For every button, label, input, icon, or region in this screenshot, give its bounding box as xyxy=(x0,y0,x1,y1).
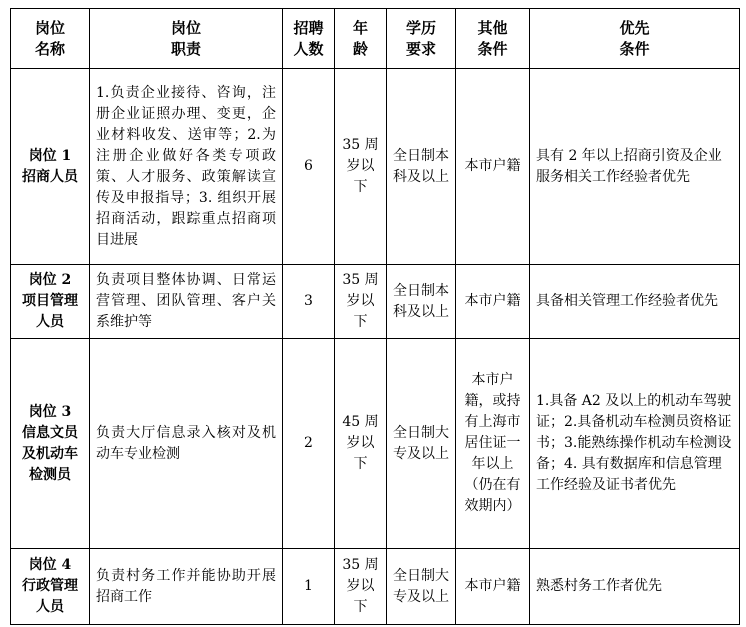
priority-cell: 熟悉村务工作者优先 xyxy=(530,549,740,625)
table-row xyxy=(11,69,740,265)
age-cell: 35 周岁以下 xyxy=(335,265,387,339)
header-row xyxy=(11,9,740,69)
header-age: 年 龄 xyxy=(335,9,387,69)
education-cell: 全日制本科及以上 xyxy=(387,69,456,265)
count-cell: 3 xyxy=(283,265,335,339)
count-cell: 1 xyxy=(283,549,335,625)
table-row xyxy=(11,549,740,625)
duties-cell: 负责村务工作并能协助开展招商工作 xyxy=(90,549,283,625)
count-cell: 2 xyxy=(283,339,335,549)
position-cell: 岗位 4 行政管理 人员 xyxy=(11,549,90,625)
other-cell: 本市户籍 xyxy=(456,549,530,625)
position-cell: 岗位 2 项目管理 人员 xyxy=(11,265,90,339)
age-cell: 45 周岁以下 xyxy=(335,339,387,549)
duties-cell: 负责大厅信息录入核对及机动车专业检测 xyxy=(90,339,283,549)
priority-cell: 1.具备 A2 及以上的机动车驾驶证；2.具备机动车检测员资格证书；3.能熟练操作机动车检测设备；4. 具有数据库和信息管理工作经验及证书者优先 xyxy=(530,339,740,549)
other-cell: 本市户籍 xyxy=(456,69,530,265)
table-row xyxy=(11,339,740,549)
duties-cell: 1.负责企业接待、咨询，注册企业证照办理、变更，企业材料收发、送审等；2.为注册企业做好各类专项政策、人才服务、政策解读宣传及申报指导；3. 组织开展招商活动，跟踪重点招商项目进展 xyxy=(90,69,283,265)
priority-cell: 具备相关管理工作经验者优先 xyxy=(530,265,740,339)
position-cell: 岗位 3 信息文员 及机动车 检测员 xyxy=(11,339,90,549)
recruitment-table xyxy=(10,8,740,625)
other-cell: 本市户籍，或持有上海市居住证一年以上（仍在有效期内） xyxy=(456,339,530,549)
header-other: 其他 条件 xyxy=(456,9,530,69)
count-cell: 6 xyxy=(283,69,335,265)
header-priority: 优先 条件 xyxy=(530,9,740,69)
other-cell: 本市户籍 xyxy=(456,265,530,339)
header-count: 招聘 人数 xyxy=(283,9,335,69)
age-cell: 35 周岁以下 xyxy=(335,69,387,265)
header-duties: 岗位 职责 xyxy=(90,9,283,69)
header-position: 岗位 名称 xyxy=(11,9,90,69)
duties-cell: 负责项目整体协调、日常运营管理、团队管理、客户关系维护等 xyxy=(90,265,283,339)
priority-cell: 具有 2 年以上招商引资及企业服务相关工作经验者优先 xyxy=(530,69,740,265)
position-cell: 岗位 1 招商人员 xyxy=(11,69,90,265)
table-row xyxy=(11,265,740,339)
age-cell: 35 周岁以下 xyxy=(335,549,387,625)
header-education: 学历 要求 xyxy=(387,9,456,69)
education-cell: 全日制大专及以上 xyxy=(387,339,456,549)
education-cell: 全日制大专及以上 xyxy=(387,549,456,625)
education-cell: 全日制本科及以上 xyxy=(387,265,456,339)
